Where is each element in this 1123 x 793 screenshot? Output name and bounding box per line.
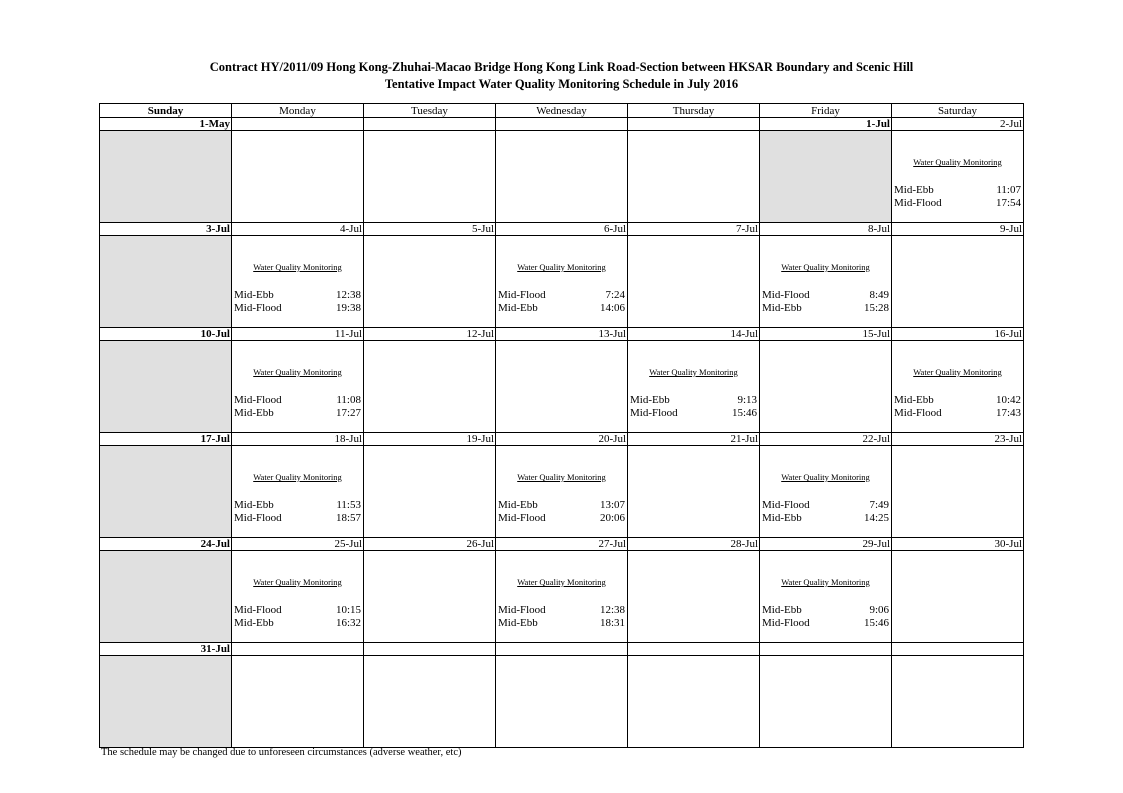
day-cell <box>232 236 364 328</box>
day-cell <box>100 551 232 643</box>
tide-time: 12:38 <box>599 604 625 616</box>
tide-time: 7:24 <box>605 289 625 301</box>
tide-time: 19:38 <box>335 302 361 314</box>
day-cell <box>232 656 364 748</box>
monitoring-label: Water Quality Monitoring <box>517 472 606 482</box>
date-cell: 22-Jul <box>760 433 892 446</box>
tide-type: Mid-Flood <box>762 617 810 629</box>
tide-type: Mid-Flood <box>894 407 942 419</box>
tide-type: Mid-Ebb <box>894 394 934 406</box>
day-header: Wednesday <box>496 104 628 118</box>
day-cell <box>628 341 760 433</box>
day-cell <box>892 551 1024 643</box>
tide-type: Mid-Flood <box>498 289 546 301</box>
date-cell: 2-Jul <box>892 118 1024 131</box>
tide-time: 11:07 <box>996 184 1021 196</box>
tide-time: 14:06 <box>599 302 625 314</box>
day-cell <box>496 131 628 223</box>
date-cell: 24-Jul <box>100 538 232 551</box>
day-cell <box>496 446 628 538</box>
tide-type: Mid-Ebb <box>762 604 802 616</box>
day-cell <box>628 656 760 748</box>
tide-type: Mid-Ebb <box>762 302 802 314</box>
day-cell <box>628 131 760 223</box>
date-cell: 30-Jul <box>892 538 1024 551</box>
day-cell <box>760 446 892 538</box>
tide-type: Mid-Flood <box>498 512 546 524</box>
day-cell <box>892 131 1024 223</box>
date-cell <box>232 643 364 656</box>
day-cell <box>364 551 496 643</box>
day-cell <box>628 446 760 538</box>
date-row <box>100 118 1024 131</box>
tide-time: 11:53 <box>336 499 361 511</box>
tide-time: 8:49 <box>869 289 889 301</box>
tide-time: 15:46 <box>731 407 757 419</box>
monitoring-label: Water Quality Monitoring <box>913 157 1002 167</box>
date-cell: 13-Jul <box>496 328 628 341</box>
tide-type: Mid-Flood <box>762 289 810 301</box>
day-cell <box>496 236 628 328</box>
tide-time: 20:06 <box>599 512 625 524</box>
tide-time: 9:06 <box>869 604 889 616</box>
day-header: Monday <box>232 104 364 118</box>
day-cell <box>760 236 892 328</box>
day-cell <box>496 656 628 748</box>
date-cell: 9-Jul <box>892 223 1024 236</box>
day-content-row <box>100 341 1024 433</box>
tide-time: 16:32 <box>335 617 361 629</box>
day-content-row <box>100 131 1024 223</box>
tide-time: 17:27 <box>335 407 361 419</box>
date-cell: 25-Jul <box>232 538 364 551</box>
tide-type: Mid-Flood <box>630 407 678 419</box>
monitoring-label: Water Quality Monitoring <box>913 367 1002 377</box>
date-cell: 20-Jul <box>496 433 628 446</box>
tide-type: Mid-Ebb <box>894 184 934 196</box>
date-cell: 11-Jul <box>232 328 364 341</box>
date-cell: 29-Jul <box>760 538 892 551</box>
monitoring-label: Water Quality Monitoring <box>517 262 606 272</box>
tide-type: Mid-Flood <box>762 499 810 511</box>
day-content-row <box>100 446 1024 538</box>
day-content-row <box>100 656 1024 748</box>
date-cell: 8-Jul <box>760 223 892 236</box>
date-cell <box>496 118 628 131</box>
tide-type: Mid-Ebb <box>498 617 538 629</box>
date-cell <box>364 118 496 131</box>
day-cell <box>364 236 496 328</box>
day-cell <box>628 236 760 328</box>
tide-time: 17:54 <box>995 197 1021 209</box>
day-cell <box>100 131 232 223</box>
date-cell: 6-Jul <box>496 223 628 236</box>
tide-time: 10:15 <box>335 604 361 616</box>
day-cell <box>100 656 232 748</box>
day-header-row <box>100 104 1024 118</box>
tide-type: Mid-Ebb <box>630 394 670 406</box>
tide-time: 7:49 <box>869 499 889 511</box>
tide-time: 15:46 <box>863 617 889 629</box>
tide-type: Mid-Flood <box>234 394 282 406</box>
day-header: Thursday <box>628 104 760 118</box>
tide-type: Mid-Ebb <box>498 499 538 511</box>
tide-time: 14:25 <box>863 512 889 524</box>
date-row <box>100 328 1024 341</box>
date-cell: 16-Jul <box>892 328 1024 341</box>
day-cell <box>232 551 364 643</box>
day-cell <box>760 341 892 433</box>
date-cell: 23-Jul <box>892 433 1024 446</box>
day-header: Saturday <box>892 104 1024 118</box>
day-cell <box>364 656 496 748</box>
monitoring-label: Water Quality Monitoring <box>781 262 870 272</box>
tide-type: Mid-Ebb <box>762 512 802 524</box>
tide-type: Mid-Flood <box>234 512 282 524</box>
day-cell <box>628 551 760 643</box>
document-title: Contract HY/2011/09 Hong Kong-Zhuhai-Macao Bridge Hong Kong Link Road-Section between HKSAR Boundary and Scenic Hill <box>209 60 914 74</box>
tide-time: 18:31 <box>599 617 625 629</box>
date-cell: 10-Jul <box>100 328 232 341</box>
day-cell <box>232 131 364 223</box>
day-cell <box>364 341 496 433</box>
tide-time: 13:07 <box>599 499 625 511</box>
date-cell: 28-Jul <box>628 538 760 551</box>
date-cell <box>628 643 760 656</box>
tide-type: Mid-Flood <box>894 197 942 209</box>
monitoring-label: Water Quality Monitoring <box>253 367 342 377</box>
document-subtitle: Tentative Impact Water Quality Monitoring Schedule in July 2016 <box>384 77 739 91</box>
date-cell: 1-May <box>100 118 232 131</box>
day-cell <box>364 446 496 538</box>
monitoring-label: Water Quality Monitoring <box>253 472 342 482</box>
date-cell: 18-Jul <box>232 433 364 446</box>
date-row <box>100 223 1024 236</box>
tide-type: Mid-Flood <box>234 604 282 616</box>
day-cell <box>496 341 628 433</box>
monitoring-label: Water Quality Monitoring <box>649 367 738 377</box>
monitoring-label: Water Quality Monitoring <box>517 577 606 587</box>
day-cell <box>232 341 364 433</box>
date-cell: 19-Jul <box>364 433 496 446</box>
day-cell <box>892 236 1024 328</box>
monitoring-label: Water Quality Monitoring <box>781 472 870 482</box>
date-cell <box>496 643 628 656</box>
date-cell <box>364 643 496 656</box>
date-row <box>100 433 1024 446</box>
day-cell <box>364 131 496 223</box>
tide-type: Mid-Ebb <box>234 617 274 629</box>
date-cell: 31-Jul <box>100 643 232 656</box>
date-cell: 12-Jul <box>364 328 496 341</box>
date-cell: 4-Jul <box>232 223 364 236</box>
date-cell: 14-Jul <box>628 328 760 341</box>
date-cell: 7-Jul <box>628 223 760 236</box>
day-cell <box>496 551 628 643</box>
day-content-row <box>100 551 1024 643</box>
date-cell: 5-Jul <box>364 223 496 236</box>
date-cell: 3-Jul <box>100 223 232 236</box>
tide-type: Mid-Ebb <box>234 407 274 419</box>
day-cell <box>100 446 232 538</box>
day-cell <box>892 341 1024 433</box>
calendar-table <box>99 103 1024 748</box>
tide-time: 18:57 <box>335 512 361 524</box>
date-cell <box>628 118 760 131</box>
monitoring-label: Water Quality Monitoring <box>253 577 342 587</box>
day-cell <box>232 446 364 538</box>
monitoring-label: Water Quality Monitoring <box>253 262 342 272</box>
tide-time: 17:43 <box>995 407 1021 419</box>
tide-type: Mid-Flood <box>498 604 546 616</box>
tide-time: 9:13 <box>737 394 757 406</box>
date-row <box>100 538 1024 551</box>
date-cell <box>760 643 892 656</box>
date-cell: 15-Jul <box>760 328 892 341</box>
tide-type: Mid-Ebb <box>498 302 538 314</box>
monitoring-label: Water Quality Monitoring <box>781 577 870 587</box>
day-header: Sunday <box>100 104 232 118</box>
day-cell <box>892 446 1024 538</box>
tide-type: Mid-Flood <box>234 302 282 314</box>
date-cell: 21-Jul <box>628 433 760 446</box>
date-cell: 27-Jul <box>496 538 628 551</box>
date-cell <box>232 118 364 131</box>
tide-time: 15:28 <box>863 302 889 314</box>
tide-time: 12:38 <box>335 289 361 301</box>
day-content-row <box>100 236 1024 328</box>
day-cell <box>892 656 1024 748</box>
day-header: Tuesday <box>364 104 496 118</box>
tide-type: Mid-Ebb <box>234 289 274 301</box>
day-cell <box>760 656 892 748</box>
day-cell <box>760 131 892 223</box>
tide-time: 11:08 <box>336 394 361 406</box>
date-cell <box>892 643 1024 656</box>
day-header: Friday <box>760 104 892 118</box>
date-cell: 26-Jul <box>364 538 496 551</box>
tide-time: 10:42 <box>995 394 1021 406</box>
footnote: The schedule may be changed due to unforeseen circumstances (adverse weather, etc) <box>101 747 462 758</box>
day-cell <box>100 236 232 328</box>
date-cell: 17-Jul <box>100 433 232 446</box>
tide-type: Mid-Ebb <box>234 499 274 511</box>
day-cell <box>100 341 232 433</box>
day-cell <box>760 551 892 643</box>
date-row <box>100 643 1024 656</box>
date-cell: 1-Jul <box>760 118 892 131</box>
